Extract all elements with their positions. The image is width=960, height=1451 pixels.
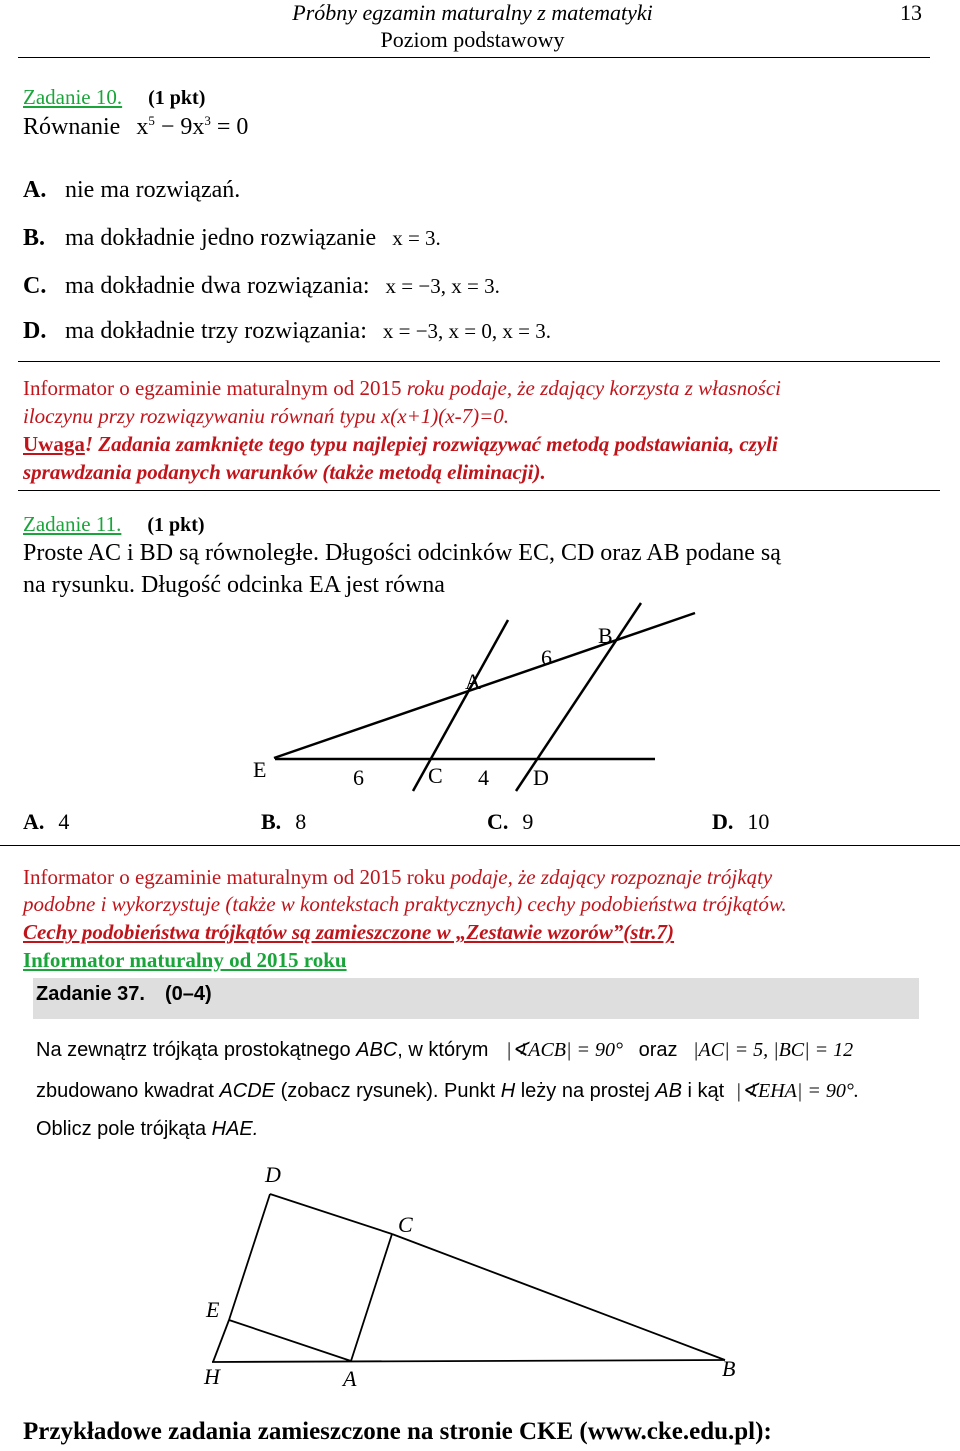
option-letter: C.	[23, 273, 47, 299]
answer-letter: A.	[23, 809, 45, 834]
t37-italic: HAE.	[211, 1118, 259, 1140]
task11-link-formulas[interactable]: Cechy podobieństwa trójkątów są zamieszczone w „Zestawie wzorów”(str.7)	[23, 920, 675, 944]
t37-math: |AC| = 5, |BC| = 12	[693, 1039, 854, 1061]
header-divider	[18, 57, 930, 58]
label-a: A	[465, 669, 481, 694]
label-ec: 6	[353, 765, 364, 790]
label-c: C	[398, 1212, 413, 1237]
task11-answer-c[interactable]	[487, 809, 533, 835]
task11-text-line2: na rysunku. Długość odcinka EA jest równa	[23, 572, 445, 598]
option-math: x = −3, x = 0, x = 3.	[382, 319, 551, 343]
task10-option-a[interactable]	[23, 177, 240, 204]
t37-text: leży na prostej	[520, 1080, 650, 1102]
t37-text: Na zewnątrz trójkąta prostokątnego	[36, 1039, 351, 1061]
task37-line2	[36, 1078, 859, 1103]
task10-warning-line1	[23, 430, 778, 458]
header-title: Próbny egzamin maturalny z matematyki	[292, 0, 653, 25]
task10-info-line1	[23, 374, 781, 402]
label-h: H	[204, 1364, 220, 1389]
option-text: nie ma rozwiązań.	[65, 177, 241, 203]
label-c: C	[428, 763, 443, 788]
option-math: x = 3.	[392, 226, 441, 250]
info-italic: podaje, że zdający rozpoznaje trójkąty	[445, 865, 773, 889]
answer-letter: C.	[487, 809, 509, 834]
answer-value: 8	[295, 809, 307, 834]
task11-info-line1	[23, 863, 772, 891]
option-math: x = −3, x = 3.	[385, 274, 500, 298]
line-hb	[212, 1360, 725, 1362]
task37-points: (0–4)	[164, 983, 212, 1005]
warning-text: ! Zadania zamknięte tego typu najlepiej rozwiązywać metodą podstawiania, czyli	[84, 432, 778, 456]
t37-text: Oblicz pole trójkąta	[36, 1118, 207, 1140]
task37-label: Zadanie 37.	[36, 983, 145, 1005]
line-eh	[213, 1320, 229, 1362]
header-subtitle: Poziom podstawowy	[380, 27, 565, 52]
page-number: 13	[900, 0, 922, 25]
line-de	[229, 1194, 270, 1320]
task10-info-divider-top	[18, 361, 940, 362]
task11-answer-b[interactable]	[261, 809, 306, 835]
t37-italic: ABC	[356, 1039, 398, 1061]
line-eb	[274, 613, 695, 758]
answer-value: 10	[747, 809, 770, 834]
task11-figure	[0, 595, 960, 805]
answer-value: 9	[522, 809, 534, 834]
warning-label: Uwaga	[23, 432, 85, 456]
label-b: B	[598, 623, 613, 648]
t37-italic: H	[500, 1080, 516, 1102]
task11-link-informator[interactable]: Informator maturalny od 2015 roku	[23, 948, 347, 972]
label-e: E	[206, 1297, 220, 1322]
t37-text: (zobacz rysunek). Punkt	[280, 1080, 496, 1102]
option-text: ma dokładnie trzy rozwiązania:	[65, 318, 367, 344]
label-b: B	[722, 1356, 736, 1381]
label-ab: 6	[541, 645, 552, 670]
task10-option-d[interactable]	[23, 318, 551, 345]
task11-points: (1 pkt)	[147, 514, 205, 536]
task10-label[interactable]: Zadanie 10.	[23, 85, 123, 109]
info-normal: Informator o egzaminie maturalnym od 2015 roku	[23, 865, 446, 889]
label-a: A	[343, 1366, 357, 1391]
line-bd	[516, 603, 641, 791]
task11-info-divider	[0, 845, 960, 846]
task10-info-divider-bottom	[18, 490, 940, 491]
option-letter: B.	[23, 225, 46, 251]
eq-exp-b: 3	[204, 113, 211, 128]
task11-answer-d[interactable]	[712, 809, 769, 835]
task10-points: (1 pkt)	[148, 87, 206, 109]
info-italic: roku podaje, że zdający korzysta z własności	[406, 376, 782, 400]
task10-option-c[interactable]	[23, 273, 500, 300]
t37-italic: AB	[655, 1080, 682, 1102]
task10-question-prefix: Równanie	[23, 114, 121, 140]
task10-option-b[interactable]	[23, 225, 441, 252]
line-ea	[229, 1320, 351, 1361]
eq-part-a: x	[136, 114, 149, 140]
task10-info-line2: iloczynu przy rozwiązywaniu równań typu x(x+1)(x-7)=0.	[23, 404, 509, 428]
option-letter: D.	[23, 318, 47, 344]
t37-math: |∢ACB| = 90°	[505, 1039, 624, 1061]
option-letter: A.	[23, 177, 47, 203]
task10-warning-line2: sprawdzania podanych warunków (także metodą eliminacji).	[23, 460, 546, 484]
line-dc	[270, 1194, 392, 1234]
line-cb	[392, 1234, 725, 1360]
answer-letter: D.	[712, 809, 734, 834]
task11-answer-a[interactable]	[23, 809, 69, 835]
line-ac	[351, 1234, 392, 1361]
eq-exp-a: 5	[148, 113, 155, 128]
option-text: ma dokładnie dwa rozwiązania:	[65, 273, 370, 299]
task11-info-line2: podobne i wykorzystuje (także w kontekstach praktycznych) cechy podobieństwa trójkątów.	[23, 892, 787, 916]
label-d: D	[533, 765, 549, 790]
task10-equation	[136, 114, 248, 140]
task37-line3	[36, 1118, 258, 1141]
task11-text-line1: Proste AC i BD są równoległe. Długości odcinków EC, CD oraz AB podane są	[23, 540, 781, 566]
label-d: D	[265, 1162, 281, 1187]
option-text: ma dokładnie jedno rozwiązanie	[65, 225, 377, 251]
task37-line1	[36, 1037, 853, 1062]
task10-heading	[23, 85, 205, 110]
answer-value: 4	[58, 809, 70, 834]
task37-heading	[36, 983, 212, 1006]
eq-part-b: − 9x	[160, 114, 205, 140]
label-cd: 4	[478, 765, 489, 790]
answer-letter: B.	[261, 809, 282, 834]
footer-text: Przykładowe zadania zamieszczone na stronie CKE (www.cke.edu.pl):	[23, 1418, 772, 1445]
info-normal: Informator o egzaminie maturalnym od 2015	[23, 376, 402, 400]
task11-label[interactable]: Zadanie 11.	[23, 512, 122, 536]
t37-text: zbudowano kwadrat	[36, 1080, 214, 1102]
t37-text: i kąt	[687, 1080, 725, 1102]
t37-italic: ACDE	[219, 1080, 276, 1102]
t37-math: |∢EHA| = 90°.	[735, 1080, 859, 1102]
task11-heading	[23, 512, 205, 537]
eq-part-c: = 0	[216, 114, 249, 140]
task10-question	[23, 113, 248, 141]
task37-figure	[0, 1150, 960, 1400]
t37-text: , w którym	[397, 1039, 489, 1061]
label-e: E	[253, 757, 267, 782]
t37-text: oraz	[638, 1039, 678, 1061]
